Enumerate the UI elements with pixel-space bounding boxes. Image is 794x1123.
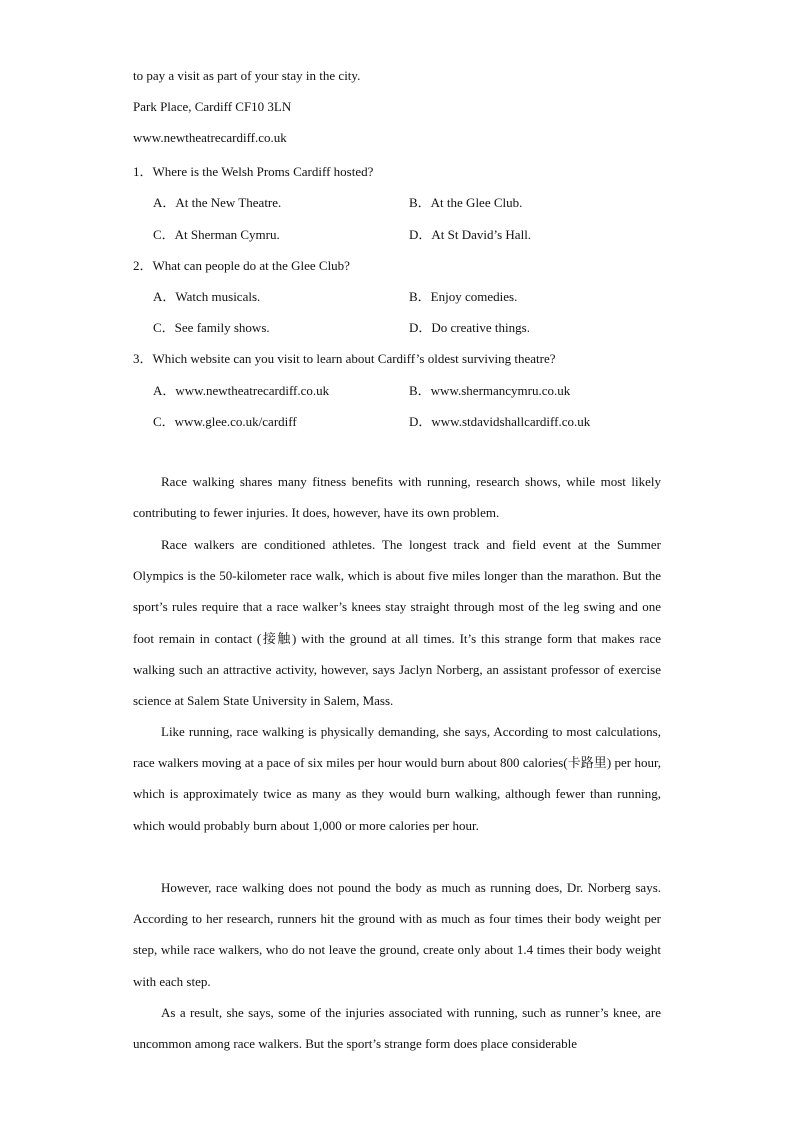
header-line-address: Park Place, Cardiff CF10 3LN: [133, 99, 292, 114]
header-line-website: www.newtheatrecardiff.co.uk: [133, 130, 287, 145]
question-1-stem: 1．Where is the Welsh Proms Cardiff hosted?: [133, 164, 374, 179]
question-2-option-c: C．See family shows.: [153, 320, 270, 335]
passage-paragraph-1: Race walking shares many fitness benefits with running, research shows, while most likely contributing to fewer injuries. It does, however, have its own problem.: [133, 474, 661, 521]
passage-paragraph-5: As a result, she says, some of the injuries associated with running, such as runner’s knee, are uncommon among race walkers. But the sport’s strange form does place considerable: [133, 1005, 661, 1052]
passage-paragraph-4: However, race walking does not pound the body as much as running does, Dr. Norberg says. According to her research, runners hit the ground with as much as four times their body weight per step, while race walkers, who do not leave the ground, create only about 1.4 times their body weight with each step.: [133, 880, 661, 989]
passage-paragraph-2: Race walkers are conditioned athletes. The longest track and field event at the Summer Olympics is the 50-kilometer race walk, which is about five miles longer than the marathon. But the sport’s rules require that a race walker’s knees stay straight through most of the leg swing and one foot remain in contact (接触) with the ground at all times. It’s this strange form that makes race walking such an attractive activity, however, says Jaclyn Norberg, an assistant professor of exercise science at Salem State University in Salem, Mass.: [133, 537, 661, 709]
question-1-option-b: B．At the Glee Club.: [409, 195, 523, 210]
question-3-option-d: D．www.stdavidshallcardiff.co.uk: [409, 414, 591, 429]
question-2-stem: 2．What can people do at the Glee Club?: [133, 258, 350, 273]
passage-paragraph-3: Like running, race walking is physically demanding, she says, According to most calculations, race walkers moving at a pace of six miles per hour would burn about 800 calories(卡路里) per hour, which is approximately twice as many as they would burn walking, although fewer than running, which would probably burn about 1,000 or more calories per hour.: [133, 724, 661, 833]
question-3-stem: 3．Which website can you visit to learn about Cardiff’s oldest surviving theatre?: [133, 351, 556, 366]
question-1-option-d: D．At St David’s Hall.: [409, 227, 532, 242]
question-2-option-b: B．Enjoy comedies.: [409, 289, 518, 304]
question-3-option-b: B．www.shermancymru.co.uk: [409, 383, 571, 398]
question-2-option-a: A．Watch musicals.: [153, 289, 261, 304]
question-1-option-a: A．At the New Theatre.: [153, 195, 282, 210]
question-3-option-a: A．www.newtheatrecardiff.co.uk: [153, 383, 330, 398]
question-2-option-d: D．Do creative things.: [409, 320, 530, 335]
header-line-visit: to pay a visit as part of your stay in the city.: [133, 68, 361, 83]
question-3-option-c: C．www.glee.co.uk/cardiff: [153, 414, 297, 429]
question-1-option-c: C．At Sherman Cymru.: [153, 227, 280, 242]
